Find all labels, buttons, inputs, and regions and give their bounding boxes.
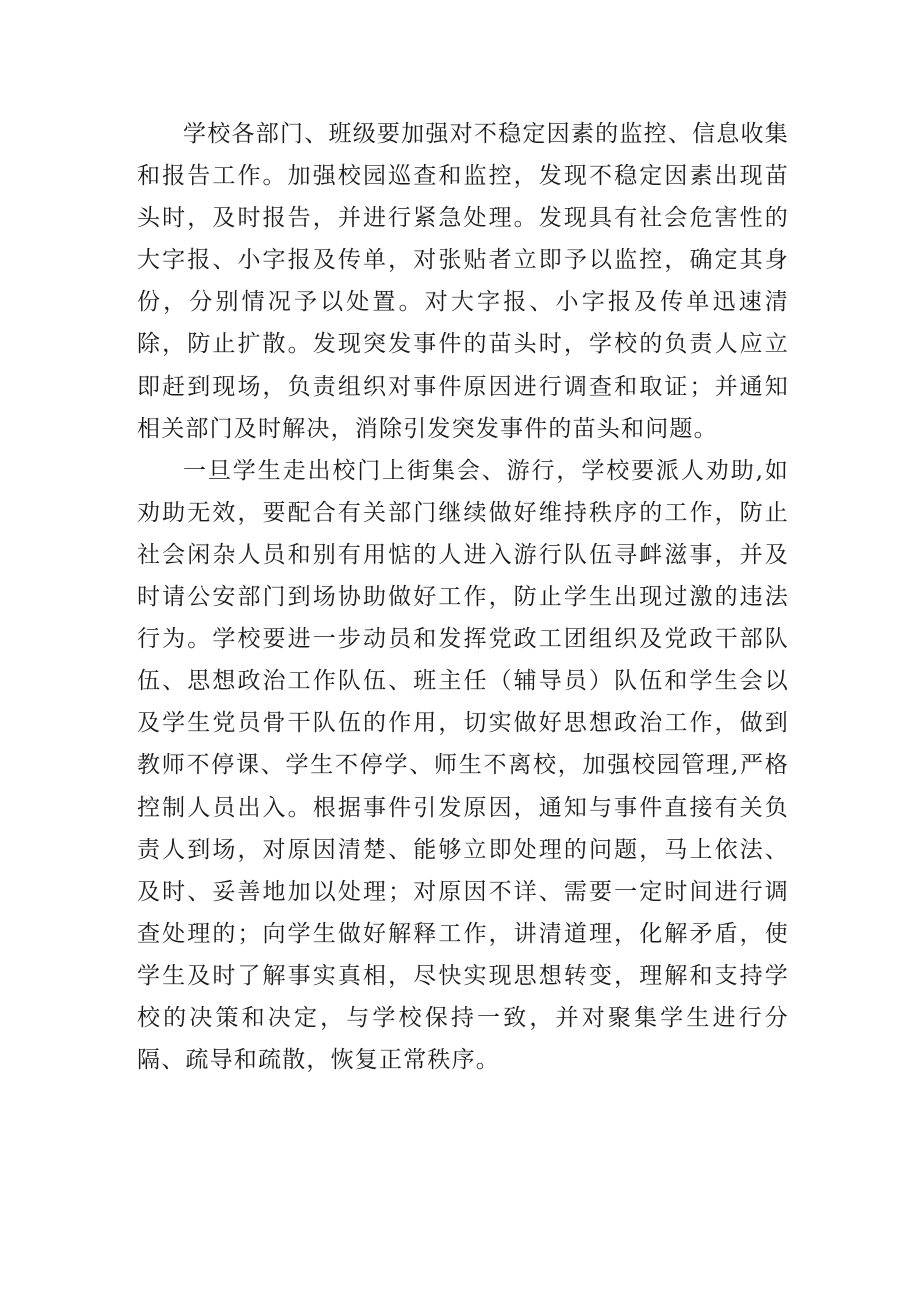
paragraph-protest-response: 一旦学生走出校门上街集会、游行，学校要派人劝助,如劝助无效，要配合有关部门继续做好维持秩序的工作，防止社会闲杂人员和别有用惦的人进入游行队伍寻衅滋事，并及时请公安部门到场协助做好工作，防止学生出现过激的违法行为。学校要进一步动员和发挥党政工团组织及党政干部队伍、思想政治工作队伍、班主任（辅导员）队伍和学生会以及学生党员骨干队伍的作用，切实做好思想政治工作，做到教师不停课、学生不停学、师生不离校，加强校园管理,严格控制人员出入。根据事件引发原因，通知与事件直接有关负责人到场，对原因清楚、能够立即处理的问题，马上依法、及时、妥善地加以处理；对原因不详、需要一定时间进行调查处理的；向学生做好解释工作，讲清道理，化解矛盾，使学生及时了解事实真相，尽快实现思想转变，理解和支持学校的决策和决定，与学校保持一致，并对聚集学生进行分隔、疏导和疏散，恢复正常秩序。 bbox=[137, 457, 789, 1074]
document-body bbox=[137, 113, 789, 1081]
paragraph-monitoring: 学校各部门、班级要加强对不稳定因素的监控、信息收集和报告工作。加强校园巡查和监控，发现不稳定因素出现苗头时，及时报告，并进行紧急处理。发现具有社会危害性的大字报、小字报及传单，对张贴者立即予以监控，确定其身份，分别情况予以处置。对大字报、小字报及传单迅速清除，防止扩散。发现突发事件的苗头时，学校的负责人应立即赶到现场，负责组织对事件原因进行调查和取证；并通知相关部门及时解决，消除引发突发事件的苗头和问题。 bbox=[137, 121, 789, 442]
